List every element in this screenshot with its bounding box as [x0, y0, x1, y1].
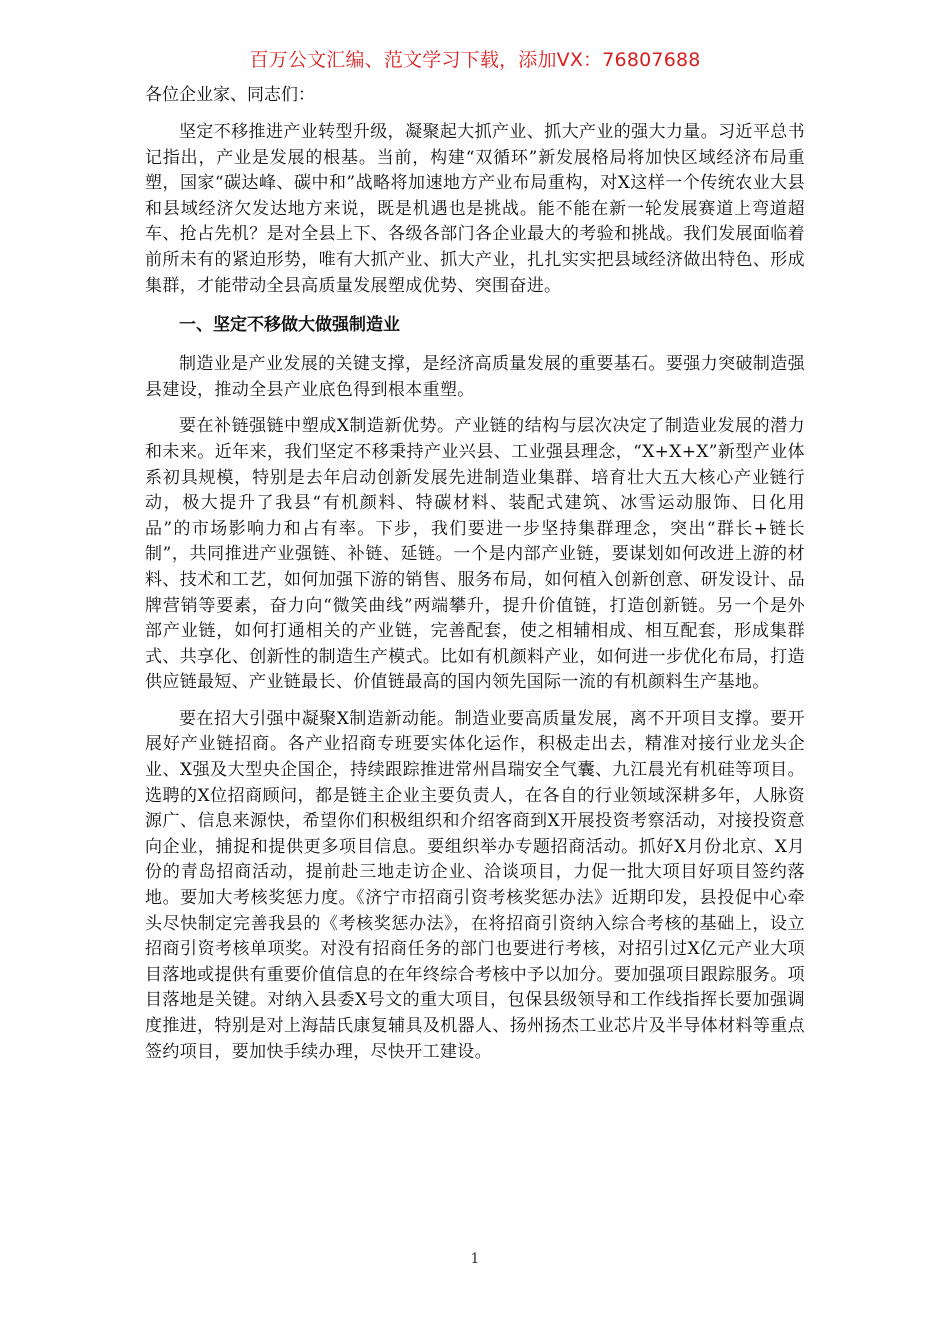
section-heading: 一、坚定不移做大做强制造业 [179, 315, 400, 336]
page-number: 1 [470, 1251, 480, 1267]
salutation: 各位企业家、同志们： [145, 85, 315, 105]
watermark-banner: 百万公文汇编、范文学习下载，添加VX：76807688 [249, 49, 701, 71]
document-body [145, 83, 805, 1076]
section-paragraph-2: 要在补链强链中塑成X制造新优势。产业链的结构与层次决定了制造业发展的潜力和未来。近年来，我们坚定不移秉持产业兴县、工业强县理念，“X+X+X”新型产业体系初具规模，特别是去年启动创新发展先进制造业集群、培育壮大五大核心产业链行动，极大提升了我县“有机颜料、特碳材料、装配式建筑、冰雪运动服饰、日化用品”的市场影响力和占有率。下步，我们要进一步坚持集群理念，突出“群长+链长制”，共同推进产业强链、补链、延链。一个是内部产业链，要谋划如何改进上游的材料、技术和工艺，如何加强下游的销售、服务布局，如何植入创新创意、研发设计、品牌营销等要素，奋力向“微笑曲线”两端攀升，提升价值链，打造创新链。另一个是外部产业链，如何打通相关的产业链，完善配套，使之相辅相成、相互配套，形成集群式、共享化、创新性的制造生产模式。比如有机颜料产业，如何进一步优化布局，打造供应链最短、产业链最长、价值链最高的国内领先国际一流的有机颜料生产基地。 [145, 416, 805, 693]
section-paragraph-3: 要在招大引强中凝聚X制造新动能。制造业要高质量发展，离不开项目支撑。要开展好产业链招商。各产业招商专班要实体化运作，积极走出去，精准对接行业龙头企业、X强及大型央企国企，持续跟踪推进常州昌瑞安全气囊、九江晨光有机硅等项目。选聘的X位招商顾问，都是链主企业主要负责人，在各自的行业领域深耕多年，人脉资源广、信息来源快，希望你们积极组织和介绍客商到X开展投资考察活动，对接投资意向企业，捕捉和提供更多项目信息。要组织举办专题招商活动。抓好X月份北京、X月份的青岛招商活动，提前赴三地走访企业、洽谈项目，力促一批大项目好项目签约落地。要加大考核奖惩力度。《济宁市招商引资考核奖惩办法》近期印发，县投促中心牵头尽快制定完善我县的《考核奖惩办法》，在将招商引资纳入综合考核的基础上，设立招商引资考核单项奖。对没有招商任务的部门也要进行考核，对招引过X亿元产业大项目落地或提供有重要价值信息的在年终综合考核中予以加分。要加强项目跟踪服务。项目落地是关键。对纳入县委X号文的重大项目，包保县级领导和工作线指挥长要加强调度推进，特别是对上海喆氏康复辅具及机器人、扬州扬杰工业芯片及半导体材料等重点签约项目，要加快手续办理，尽快开工建设。 [145, 708, 805, 1062]
section-paragraph-1: 制造业是产业发展的关键支撑，是经济高质量发展的重要基石。要强力突破制造强县建设，推动全县产业底色得到根本重塑。 [145, 354, 805, 400]
intro-paragraph: 坚定不移推进产业转型升级，凝聚起大抓产业、抓大产业的强大力量。习近平总书记指出，产业是发展的根基。当前，构建“双循环”新发展格局将加快区域经济布局重塑，国家“碳达峰、碳中和”战略将加速地方产业布局重构，对X这样一个传统农业大县和县域经济欠发达地方来说，既是机遇也是挑战。能不能在新一轮发展赛道上弯道超车、抢占先机？是对全县上下、各级各部门各企业最大的考验和挑战。我们发展面临着前所未有的紧迫形势，唯有大抓产业、抓大产业，扎扎实实把县域经济做出特色、形成集群，才能带动全县高质量发展塑成优势、突围奋进。 [145, 122, 805, 296]
